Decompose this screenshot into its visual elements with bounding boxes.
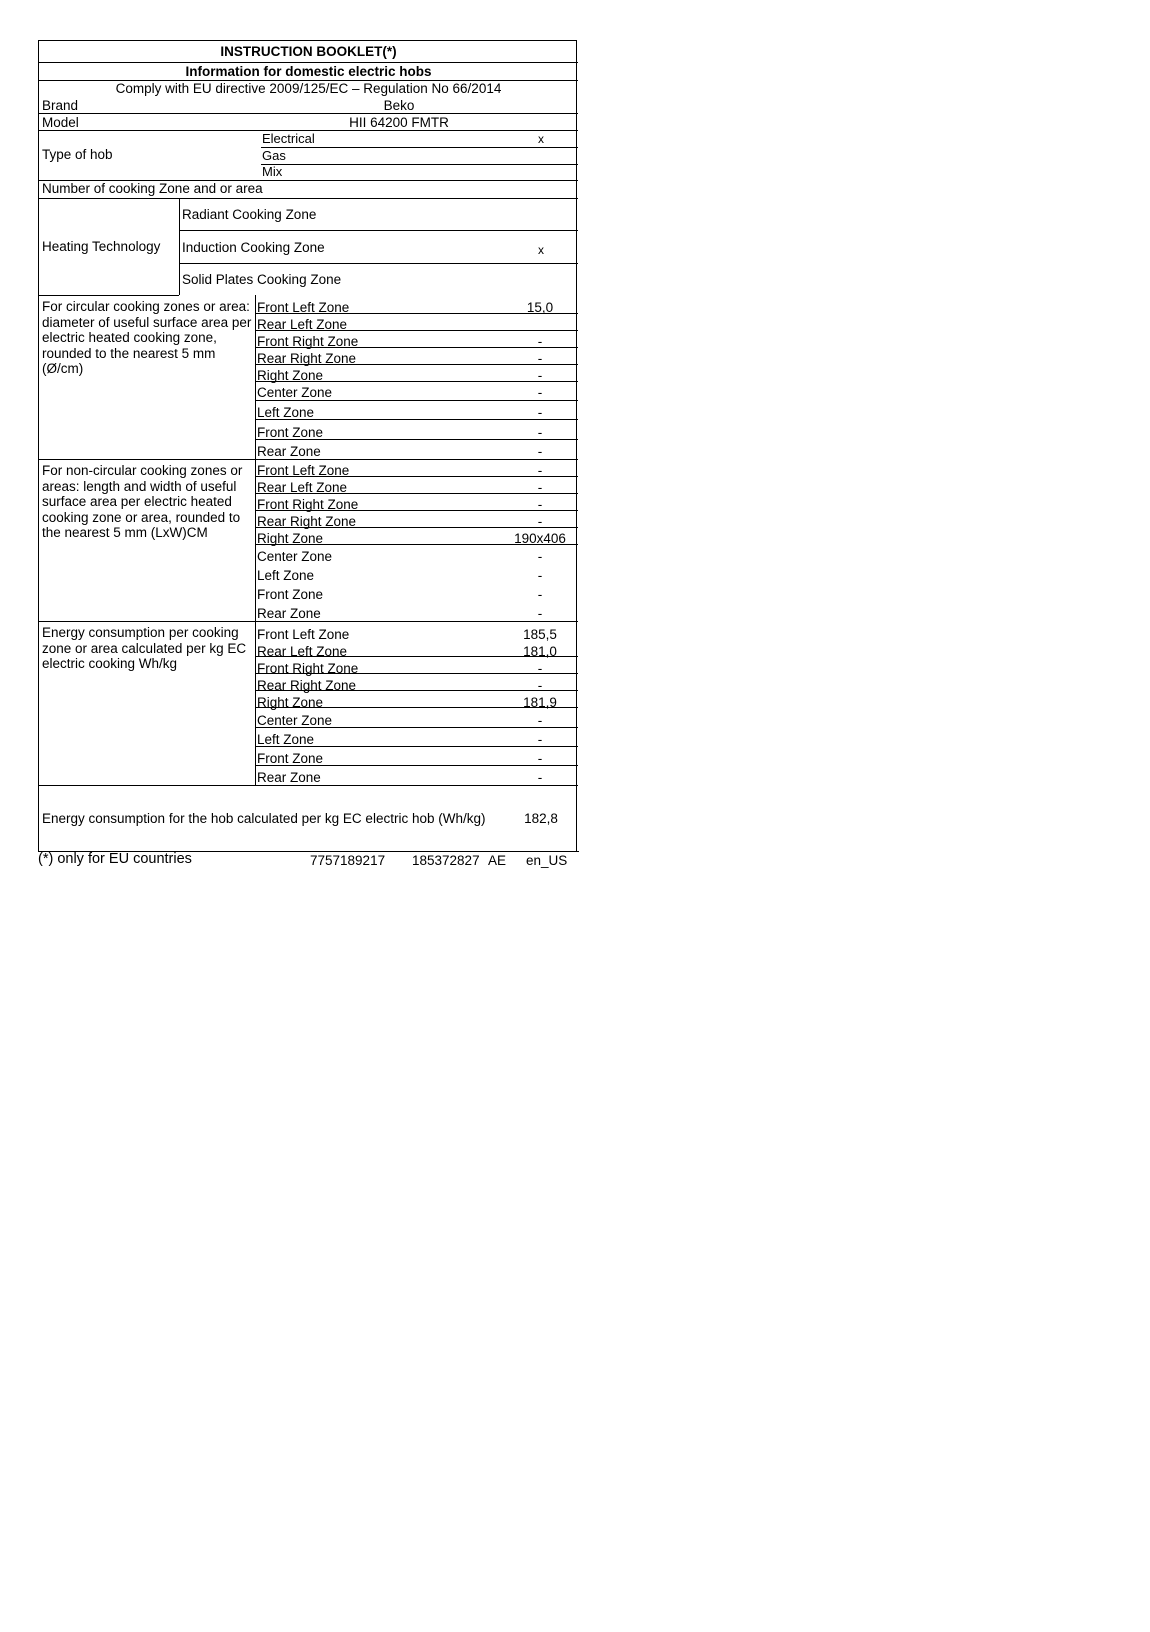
instruction-booklet-table [38, 40, 577, 852]
energy-zone-divider [255, 746, 578, 747]
energy-zone-divider [255, 707, 578, 708]
noncircular-zone-value: - [537, 514, 543, 529]
footer-note: (*) only for EU countries [38, 851, 192, 867]
circular-zone-value: - [537, 351, 543, 366]
energy-zone-divider [255, 690, 578, 691]
noncircular-zone-name: Rear Zone [257, 606, 321, 621]
noncircular-zone-name: Right Zone [257, 531, 324, 546]
circular-zone-divider [255, 381, 578, 382]
noncircular-zone-name: Front Right Zone [257, 497, 359, 512]
noncircular-zone-value: - [537, 463, 543, 478]
energy-zone-value: 181,0 [523, 644, 557, 659]
circular-zone-name: Rear Left Zone [257, 317, 348, 332]
energy-zone-value: - [537, 751, 543, 766]
circular-zone-value: 15,0 [526, 300, 554, 315]
circular-zone-value: - [537, 425, 543, 440]
circular-zone-value: - [537, 334, 543, 349]
hob-type-option: Gas [262, 148, 286, 163]
noncircular-zone-name: Rear Left Zone [257, 480, 348, 495]
energy-zone-name: Front Zone [257, 751, 324, 766]
energy-zone-value: - [537, 713, 543, 728]
energy-zone-value: - [537, 770, 543, 785]
circular-zone-name: Rear Right Zone [257, 351, 357, 366]
page-title: INSTRUCTION BOOKLET(*) [220, 44, 397, 59]
noncircular-zone-divider [255, 544, 578, 545]
energy-total-label: Energy consumption for the hob calculated per kg EC electric hob (Wh/kg) [42, 811, 486, 826]
circular-zone-value: - [537, 368, 543, 383]
hob-type-divider [261, 164, 578, 165]
heating-option: Solid Plates Cooking Zone [182, 272, 342, 287]
circular-zone-name: Front Right Zone [257, 334, 359, 349]
energy-zone-value: - [537, 678, 543, 693]
noncircular-zone-name: Front Zone [257, 587, 324, 602]
noncircular-zone-value: - [537, 549, 543, 564]
page-subtitle: Information for domestic electric hobs [185, 64, 432, 79]
noncircular-zone-value: - [537, 568, 543, 583]
noncircular-zone-divider [255, 510, 578, 511]
energy-zone-divider [255, 656, 578, 657]
energy-zone-name: Right Zone [257, 695, 324, 710]
energy-zone-label: Energy consumption per cooking zone or area calculated per kg EC electric cooking Wh/kg [42, 625, 247, 672]
noncircular-zone-value: - [537, 606, 543, 621]
noncircular-zone-name: Center Zone [257, 549, 333, 564]
energy-zone-value: 185,5 [523, 627, 557, 642]
compliance-text: Comply with EU directive 2009/125/EC – Regulation No 66/2014 [115, 81, 502, 96]
energy-total-value: 182,8 [524, 811, 558, 826]
heating-mark: x [538, 243, 544, 257]
circular-zone-divider [255, 439, 578, 440]
circular-zone-name: Left Zone [257, 405, 315, 420]
energy-zone-value: 181,9 [523, 695, 557, 710]
heating-option: Induction Cooking Zone [182, 240, 325, 255]
noncircular-zone-divider [255, 493, 578, 494]
footer-code-3: AE [488, 853, 507, 868]
circular-zone-divider [255, 313, 578, 314]
noncircular-zone-name: Front Left Zone [257, 463, 350, 478]
brand-value: Beko [383, 98, 415, 113]
noncircular-label: For non-circular cooking zones or areas: length and width of useful surface area per electric heated cooking zone or area, rounded to the nearest 5 mm (LxW)CM [42, 463, 243, 541]
noncircular-zone-value: 190x406 [514, 531, 566, 546]
circular-zone-divider [255, 400, 578, 401]
hob-type-mark: x [538, 132, 544, 146]
energy-zone-name: Front Left Zone [257, 627, 350, 642]
model-value: HII 64200 FMTR [349, 115, 449, 130]
energy-zone-divider [255, 727, 578, 728]
circular-zone-value: - [537, 385, 543, 400]
energy-zone-value: - [537, 661, 543, 676]
circular-zone-name: Front Left Zone [257, 300, 350, 315]
energy-zone-name: Left Zone [257, 732, 315, 747]
noncircular-zone-divider [255, 527, 578, 528]
energy-zone-name: Rear Left Zone [257, 644, 348, 659]
hob-type-option: Mix [262, 164, 283, 179]
noncircular-zone-value: - [537, 497, 543, 512]
circular-zone-value: - [537, 444, 543, 459]
energy-zone-name: Center Zone [257, 713, 333, 728]
heating-label: Heating Technology [42, 239, 161, 254]
heating-option: Radiant Cooking Zone [182, 207, 317, 222]
heating-divider [179, 230, 578, 231]
energy-zone-name: Rear Zone [257, 770, 321, 785]
noncircular-zone-value: - [537, 480, 543, 495]
noncircular-zone-name: Rear Right Zone [257, 514, 357, 529]
energy-zone-divider [255, 673, 578, 674]
circular-zone-divider [255, 419, 578, 420]
energy-zone-value: - [537, 732, 543, 747]
zones-count-label: Number of cooking Zone and or area [42, 181, 263, 196]
circular-label: For circular cooking zones or area: diameter of useful surface area per electric heated cooking zone, rounded to the nearest 5 mm (Ø/cm) [42, 299, 252, 377]
heating-divider [179, 263, 578, 264]
footer-code-2: 185372827 [412, 853, 480, 868]
hob-type-divider [261, 147, 578, 148]
footer-locale: en_US [526, 853, 568, 868]
energy-zone-name: Rear Right Zone [257, 678, 357, 693]
table-frame [38, 40, 577, 852]
brand-label: Brand [42, 98, 79, 113]
circular-zone-name: Rear Zone [257, 444, 321, 459]
circular-zone-name: Center Zone [257, 385, 333, 400]
hob-type-label: Type of hob [42, 147, 113, 162]
noncircular-zone-name: Left Zone [257, 568, 315, 583]
model-label: Model [42, 115, 79, 130]
circular-zone-divider [255, 347, 578, 348]
hob-type-option: Electrical [262, 131, 315, 146]
circular-zone-name: Right Zone [257, 368, 324, 383]
circular-zone-value: - [537, 405, 543, 420]
energy-zone-divider [255, 765, 578, 766]
energy-zone-name: Front Right Zone [257, 661, 359, 676]
footer-code-1: 7757189217 [310, 853, 386, 868]
noncircular-zone-value: - [537, 587, 543, 602]
circular-zone-divider [255, 364, 578, 365]
noncircular-zone-divider [255, 476, 578, 477]
circular-zone-name: Front Zone [257, 425, 324, 440]
circular-zone-divider [255, 330, 578, 331]
